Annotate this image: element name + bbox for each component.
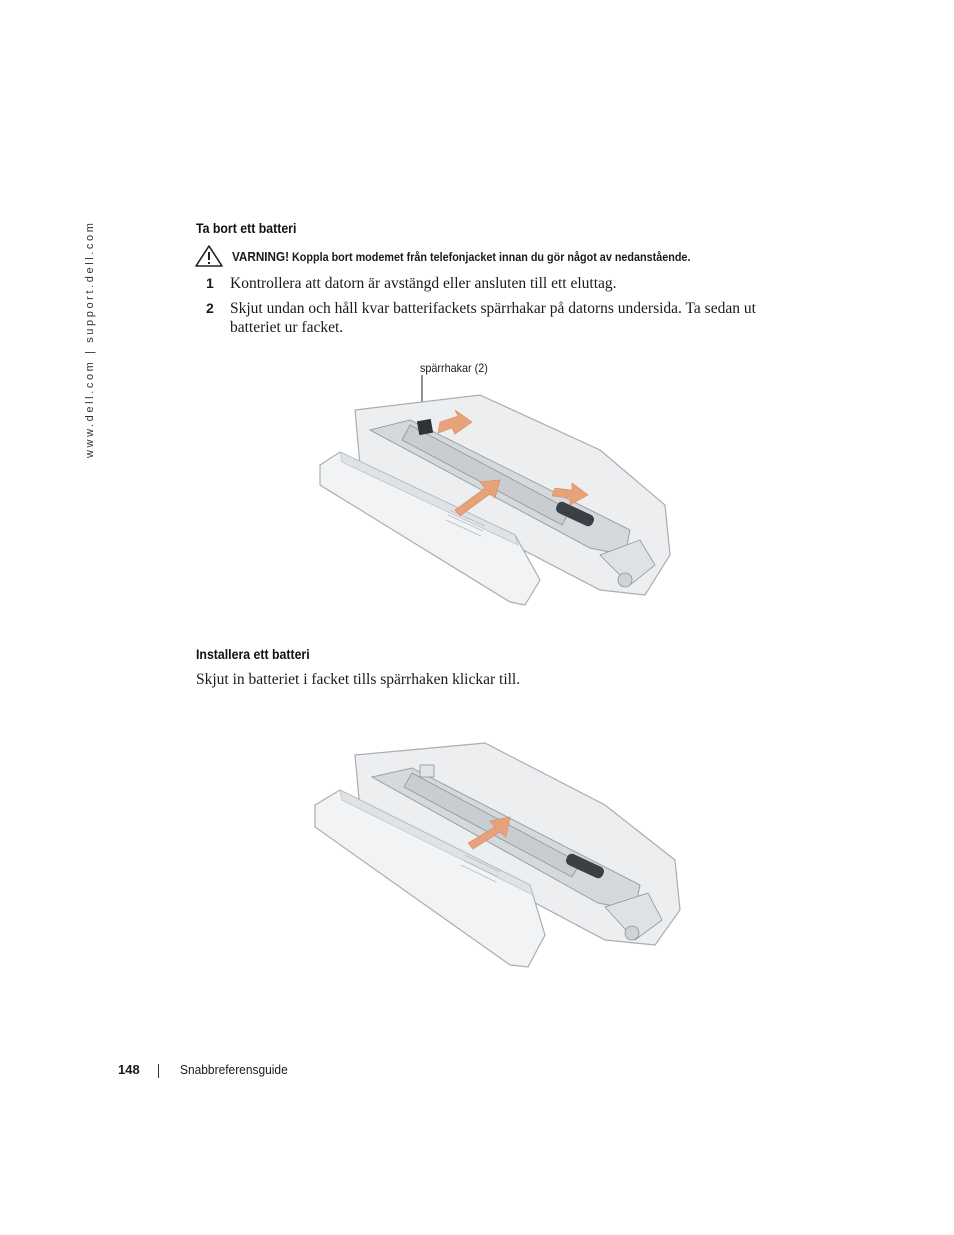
heading-remove-battery: Ta bort ett batteri xyxy=(196,220,297,236)
heading-install-battery: Installera ett batteri xyxy=(196,646,310,662)
step-text: Kontrollera att datorn är avstängd eller ansluten till ett eluttag. xyxy=(230,275,617,292)
install-instruction: Skjut in batteriet i facket tills spärrhaken klickar till. xyxy=(196,671,521,688)
footer-separator xyxy=(158,1064,159,1078)
warning-text xyxy=(232,249,690,264)
warning-body: Koppla bort modemet från telefonjacket innan du gör något av nedanstående. xyxy=(291,249,691,264)
step-number: 2 xyxy=(206,300,214,316)
sidebar-url: www.dell.com | support.dell.com xyxy=(84,220,96,458)
step-text: Skjut undan och håll kvar batterifackets spärrhakar på datorns undersida. Ta sedan ut batteriet ur facket. xyxy=(230,300,756,336)
warning-notice xyxy=(194,244,741,268)
step-number: 1 xyxy=(206,275,214,291)
footer-title: Snabbreferensguide xyxy=(180,1062,288,1077)
warning-lead: VARNING! xyxy=(232,248,289,264)
battery-install-illustration xyxy=(300,735,690,975)
latch-callout-label: spärrhakar (2) xyxy=(420,361,488,375)
battery-removal-illustration xyxy=(300,370,680,610)
page-number: 148 xyxy=(118,1062,140,1077)
warning-triangle-icon xyxy=(194,244,224,268)
